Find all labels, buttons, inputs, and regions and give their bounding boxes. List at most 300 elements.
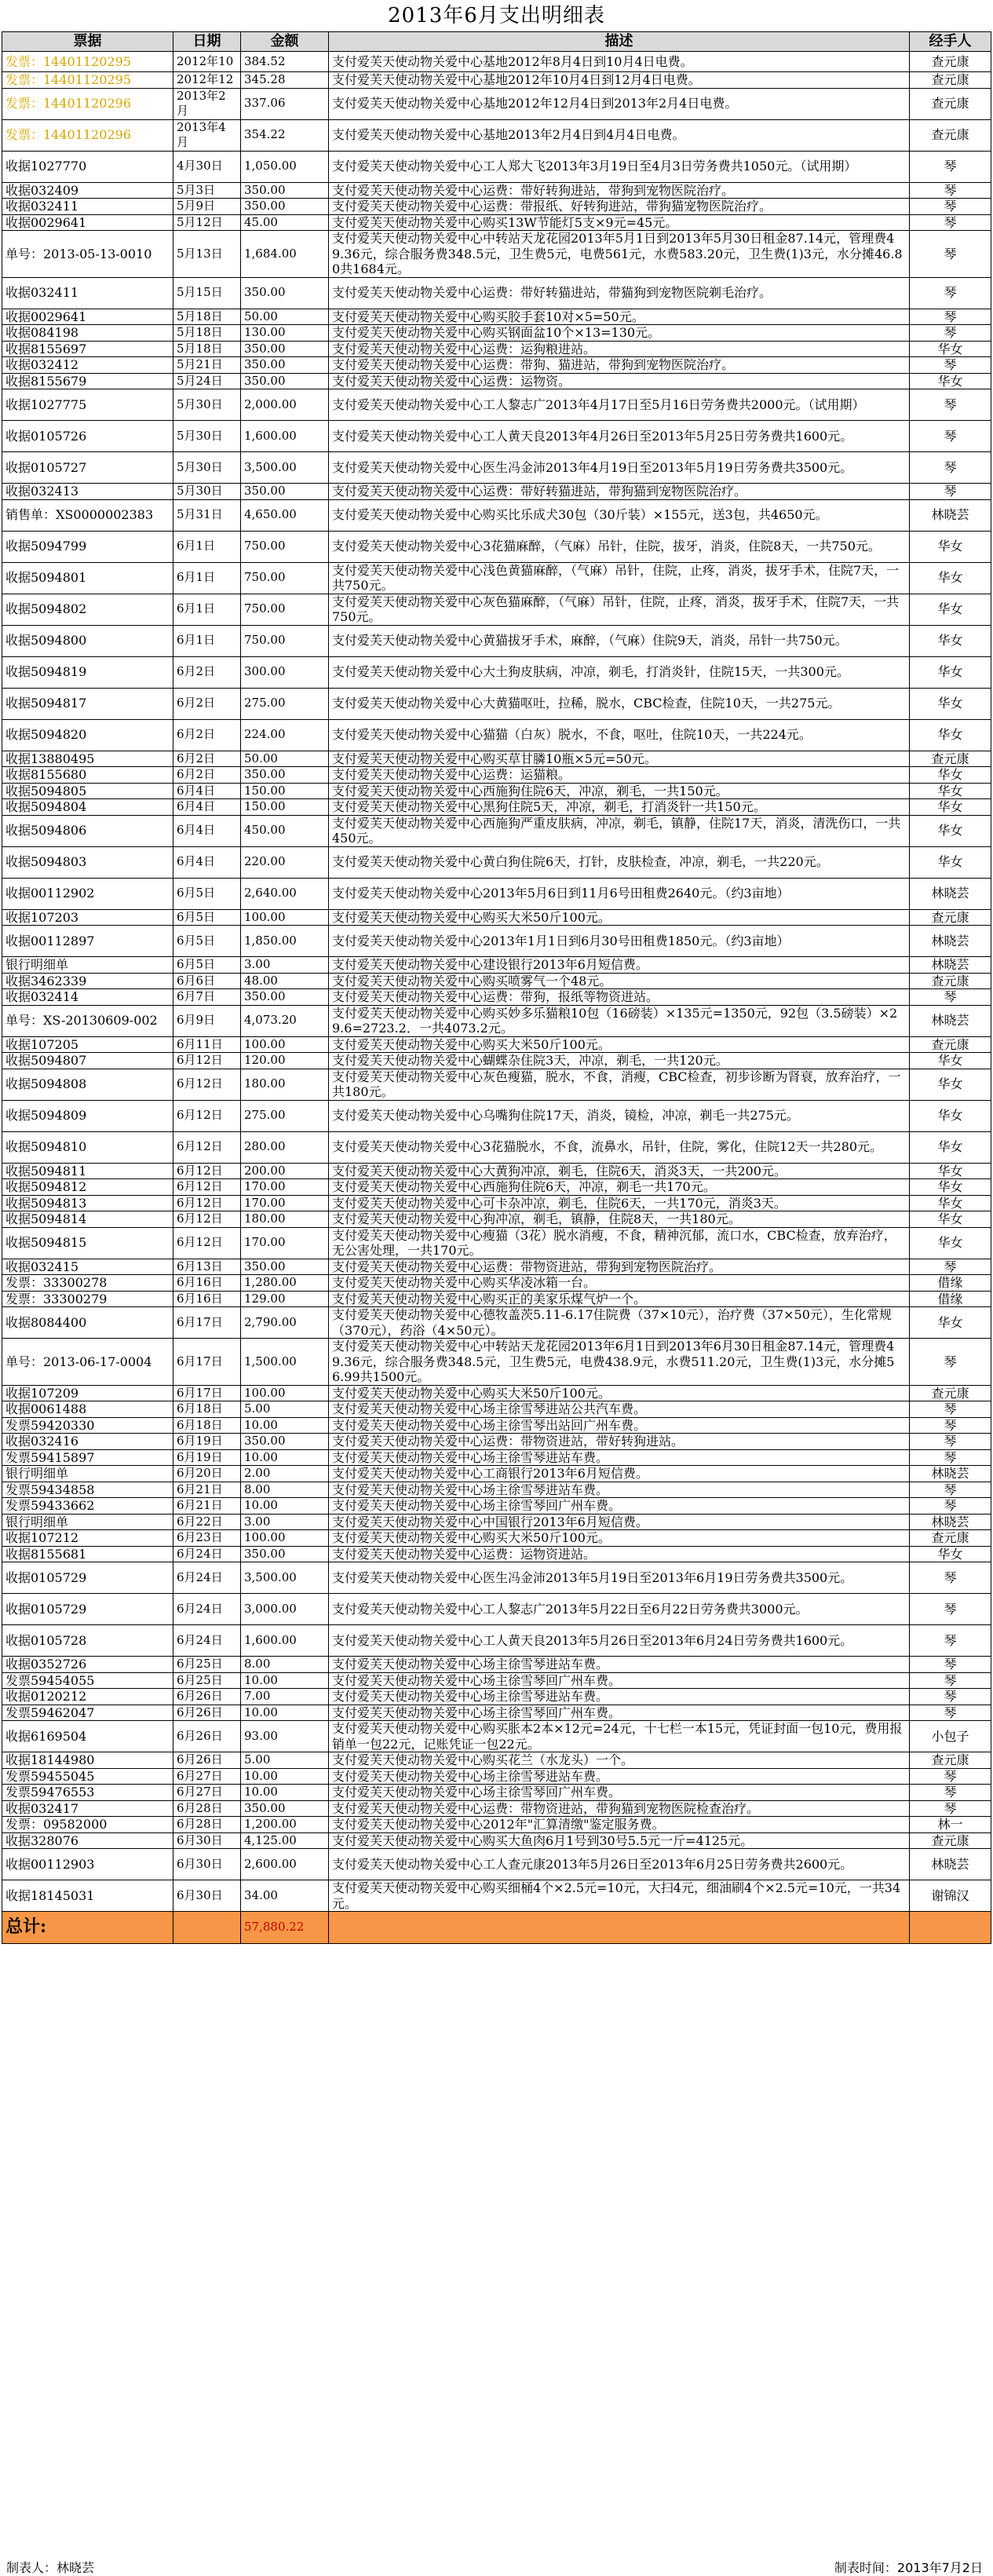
date-cell: 2013年2月	[173, 88, 241, 119]
description-cell: 支付爱芙天使动物关爱中心黄白狗住院6天，打针，皮肤检查，冲凉，剃毛，一共220元。	[329, 846, 910, 878]
amount-cell: 2,000.00	[241, 389, 329, 421]
header-row	[2, 32, 991, 52]
table-row	[2, 1785, 991, 1801]
amount-cell: 450.00	[241, 815, 329, 846]
table-row	[2, 625, 991, 656]
table-row	[2, 341, 991, 357]
amount-cell: 2,640.00	[241, 878, 329, 909]
table-row	[2, 452, 991, 484]
amount-cell: 1,850.00	[241, 926, 329, 957]
amount-cell: 1,684.00	[241, 231, 329, 278]
description-cell: 支付爱芙天使动物关爱中心运费：带狗、猫进站，带狗到宠物医院治疗。	[329, 357, 910, 374]
receipt-cell: 收据00112902	[2, 878, 173, 909]
receipt-cell: 收据0352726	[2, 1657, 173, 1673]
description-cell: 支付爱芙天使动物关爱中心场主徐雪琴回广州车费。	[329, 1785, 910, 1801]
description-cell: 支付爱芙天使动物关爱中心运费：带物资进站，带狗到宠物医院治疗。	[329, 1259, 910, 1275]
description-cell: 支付爱芙天使动物关爱中心2013年1月1日到6月30号田租费1850元。（约3亩地）	[329, 926, 910, 957]
table-row	[2, 182, 991, 199]
prepared-date: 制表时间：2013年7月2日	[834, 2560, 983, 2575]
receipt-cell: 收据0105726	[2, 421, 173, 452]
table-row	[2, 277, 991, 309]
amount-cell: 350.00	[241, 1546, 329, 1562]
description-cell: 支付爱芙天使动物关爱中心工人黎志广2013年5月22日至6月22日劳务费共3000元。	[329, 1594, 910, 1625]
description-cell: 支付爱芙天使动物关爱中心德牧盖茨5.11-6.17住院费（37×10元），治疗费（37×50元），生化常规（370元），药浴（4×50元）。	[329, 1307, 910, 1339]
description-cell: 支付爱芙天使动物关爱中心大土狗皮肤病，冲凉，剃毛，打消炎针，住院15天，一共300元。	[329, 656, 910, 688]
date-cell: 6月16日	[173, 1275, 241, 1292]
date-cell: 6月17日	[173, 1339, 241, 1386]
table-row	[2, 1466, 991, 1482]
handler-cell: 华女	[910, 1053, 991, 1069]
receipt-cell: 收据1027770	[2, 151, 173, 182]
receipt-cell: 收据5094806	[2, 815, 173, 846]
description-cell: 支付爱芙天使动物关爱中心工人郑大飞2013年3月19日至4月3日劳务费共1050元。（试用期）	[329, 151, 910, 182]
receipt-cell: 收据8155679	[2, 373, 173, 389]
receipt-cell: 销售单：XS0000002383	[2, 499, 173, 531]
date-cell: 6月26日	[173, 1705, 241, 1721]
receipt-cell: 收据0120212	[2, 1689, 173, 1705]
amount-cell: 10.00	[241, 1768, 329, 1785]
description-cell: 支付爱芙天使动物关爱中心运费：运猫粮。	[329, 767, 910, 784]
description-cell: 支付爱芙天使动物关爱中心运费：运物资进站。	[329, 1546, 910, 1562]
header-handler: 经手人	[910, 32, 991, 52]
receipt-cell: 收据032411	[2, 277, 173, 309]
date-cell: 6月2日	[173, 688, 241, 719]
table-row	[2, 1005, 991, 1036]
description-cell: 支付爱芙天使动物关爱中心工商银行2013年6月短信费。	[329, 1466, 910, 1482]
receipt-cell: 收据032411	[2, 199, 173, 215]
description-cell: 支付爱芙天使动物关爱中心购买钢面盆10个×13=130元。	[329, 325, 910, 342]
description-cell: 支付爱芙天使动物关爱中心中国银行2013年6月短信费。	[329, 1514, 910, 1530]
receipt-cell: 收据0105728	[2, 1625, 173, 1657]
receipt-cell: 收据032417	[2, 1800, 173, 1817]
handler-cell: 琴	[910, 1785, 991, 1801]
handler-cell: 华女	[910, 1546, 991, 1562]
table-row	[2, 1672, 991, 1689]
date-cell: 6月26日	[173, 1752, 241, 1769]
handler-cell: 查元康	[910, 119, 991, 151]
table-row	[2, 1657, 991, 1673]
handler-cell: 琴	[910, 325, 991, 342]
table-row	[2, 373, 991, 389]
handler-cell: 华女	[910, 562, 991, 594]
receipt-cell: 银行明细单	[2, 957, 173, 974]
total-blank-handler	[910, 1912, 991, 1944]
amount-cell: 150.00	[241, 783, 329, 799]
description-cell: 支付爱芙天使动物关爱中心运费：带好转猫进站，带猫狗到宠物医院剃毛治疗。	[329, 277, 910, 309]
receipt-cell: 收据5094800	[2, 625, 173, 656]
amount-cell: 1,500.00	[241, 1339, 329, 1386]
amount-cell: 10.00	[241, 1785, 329, 1801]
table-row	[2, 1498, 991, 1515]
receipt-cell: 发票59455045	[2, 1768, 173, 1785]
description-cell: 支付爱芙天使动物关爱中心2012年"汇算清缴"鉴定服务费。	[329, 1817, 910, 1833]
handler-cell: 琴	[910, 151, 991, 182]
table-row	[2, 1752, 991, 1769]
amount-cell: 48.00	[241, 973, 329, 989]
amount-cell: 350.00	[241, 182, 329, 199]
table-row	[2, 1401, 991, 1418]
description-cell: 支付爱芙天使动物关爱中心运费：带报纸、好转狗进站，带狗猫宠物医院治疗。	[329, 199, 910, 215]
handler-cell: 华女	[910, 1195, 991, 1211]
description-cell: 支付爱芙天使动物关爱中心场主徐雪琴进站车费。	[329, 1482, 910, 1498]
table-row	[2, 1163, 991, 1179]
date-cell: 5月3日	[173, 182, 241, 199]
table-row	[2, 1800, 991, 1817]
date-cell: 6月18日	[173, 1417, 241, 1434]
total-label: 总计:	[2, 1912, 173, 1944]
table-row	[2, 751, 991, 767]
date-cell: 4月30日	[173, 151, 241, 182]
amount-cell: 220.00	[241, 846, 329, 878]
handler-cell: 华女	[910, 846, 991, 878]
date-cell: 5月15日	[173, 277, 241, 309]
date-cell: 6月2日	[173, 767, 241, 784]
handler-cell: 华女	[910, 656, 991, 688]
date-cell: 5月18日	[173, 309, 241, 325]
page-title: 2013年6月支出明细表	[388, 4, 605, 27]
handler-cell: 华女	[910, 1163, 991, 1179]
date-cell: 6月26日	[173, 1721, 241, 1752]
description-cell: 支付爱芙天使动物关爱中心运费：带物资进站，带好转狗进站。	[329, 1434, 910, 1450]
amount-cell: 1,600.00	[241, 421, 329, 452]
receipt-cell: 发票：14401120296	[2, 88, 173, 119]
table-row	[2, 1482, 991, 1498]
table-row	[2, 119, 991, 151]
handler-cell: 琴	[910, 1657, 991, 1673]
receipt-cell: 收据18144980	[2, 1752, 173, 1769]
handler-cell: 查元康	[910, 72, 991, 89]
date-cell: 6月12日	[173, 1211, 241, 1228]
amount-cell: 10.00	[241, 1672, 329, 1689]
receipt-cell: 收据5094820	[2, 719, 173, 751]
receipt-cell: 收据032412	[2, 357, 173, 374]
amount-cell: 170.00	[241, 1227, 329, 1259]
date-cell: 5月30日	[173, 484, 241, 500]
amount-cell: 1,200.00	[241, 1817, 329, 1833]
amount-cell: 3.00	[241, 957, 329, 974]
description-cell: 支付爱芙天使动物关爱中心购买华凌冰箱一台。	[329, 1275, 910, 1292]
description-cell: 支付爱芙天使动物关爱中心购买草甘膦10瓶×5元=50元。	[329, 751, 910, 767]
amount-cell: 750.00	[241, 562, 329, 594]
description-cell: 支付爱芙天使动物关爱中心大黄猫呕吐，拉稀，脱水，CBC检查，住院10天，一共275元。	[329, 688, 910, 719]
header-description: 描述	[329, 32, 910, 52]
handler-cell: 查元康	[910, 1530, 991, 1547]
table-row	[2, 231, 991, 278]
amount-cell: 750.00	[241, 531, 329, 562]
amount-cell: 350.00	[241, 199, 329, 215]
receipt-cell: 收据032415	[2, 1259, 173, 1275]
table-row	[2, 719, 991, 751]
amount-cell: 100.00	[241, 1530, 329, 1547]
amount-cell: 10.00	[241, 1705, 329, 1721]
date-cell: 6月17日	[173, 1307, 241, 1339]
description-cell: 支付爱芙天使动物关爱中心场主徐雪琴回广州车费。	[329, 1672, 910, 1689]
description-cell: 支付爱芙天使动物关爱中心中转站天龙花园2013年5月1日到2013年5月30日租金87.14元，管理费49.36元，综合服务费348.5元，卫生费5元，电费561元，水费583.20元，卫生费(1)3元，水分摊46.80共1684元。	[329, 231, 910, 278]
amount-cell: 10.00	[241, 1498, 329, 1515]
date-cell: 6月2日	[173, 656, 241, 688]
handler-cell: 林晓芸	[910, 1514, 991, 1530]
date-cell: 6月7日	[173, 989, 241, 1006]
amount-cell: 5.00	[241, 1401, 329, 1418]
date-cell: 6月12日	[173, 1163, 241, 1179]
date-cell: 6月1日	[173, 562, 241, 594]
date-cell: 6月24日	[173, 1546, 241, 1562]
table-row	[2, 1307, 991, 1339]
date-cell: 6月24日	[173, 1562, 241, 1594]
receipt-cell: 收据5094819	[2, 656, 173, 688]
header-date: 日期	[173, 32, 241, 52]
table-row	[2, 1100, 991, 1131]
description-cell: 支付爱芙天使动物关爱中心购买正的美家乐煤气炉一个。	[329, 1291, 910, 1307]
amount-cell: 180.00	[241, 1069, 329, 1100]
amount-cell: 350.00	[241, 1434, 329, 1450]
table-row	[2, 989, 991, 1006]
amount-cell: 350.00	[241, 357, 329, 374]
receipt-cell: 收据8155680	[2, 767, 173, 784]
receipt-cell: 收据5094811	[2, 1163, 173, 1179]
description-cell: 支付爱芙天使动物关爱中心蝴蝶杂住院3天，冲凉，剃毛，一共120元。	[329, 1053, 910, 1069]
handler-cell: 琴	[910, 1672, 991, 1689]
date-cell: 5月30日	[173, 421, 241, 452]
date-cell: 5月21日	[173, 357, 241, 374]
receipt-cell: 收据00112897	[2, 926, 173, 957]
receipt-cell: 收据8155697	[2, 341, 173, 357]
description-cell: 支付爱芙天使动物关爱中心购买大鱼肉6月1号到30号5.5元一斤=4125元。	[329, 1832, 910, 1849]
handler-cell: 琴	[910, 214, 991, 231]
receipt-cell: 银行明细单	[2, 1466, 173, 1482]
handler-cell: 查元康	[910, 751, 991, 767]
handler-cell: 琴	[910, 421, 991, 452]
description-cell: 支付爱芙天使动物关爱中心购买比乐成犬30包（30斤装）×155元，送3包，共4650元。	[329, 499, 910, 531]
description-cell: 支付爱芙天使动物关爱中心购买13W节能灯5支×9元=45元。	[329, 214, 910, 231]
table-row	[2, 799, 991, 816]
description-cell: 支付爱芙天使动物关爱中心购买大米50斤100元。	[329, 1385, 910, 1401]
date-cell: 6月30日	[173, 1832, 241, 1849]
table-row	[2, 1036, 991, 1053]
amount-cell: 350.00	[241, 373, 329, 389]
table-row	[2, 783, 991, 799]
table-row	[2, 815, 991, 846]
table-row	[2, 1817, 991, 1833]
receipt-cell: 发票：09582000	[2, 1817, 173, 1833]
receipt-cell: 收据3462339	[2, 973, 173, 989]
date-cell: 6月21日	[173, 1482, 241, 1498]
handler-cell: 林晓芸	[910, 1466, 991, 1482]
description-cell: 支付爱芙天使动物关爱中心基地2012年10月4日到12月4日电费。	[329, 72, 910, 89]
date-cell: 5月13日	[173, 231, 241, 278]
date-cell: 5月18日	[173, 341, 241, 357]
date-cell: 6月28日	[173, 1817, 241, 1833]
amount-cell: 275.00	[241, 1100, 329, 1131]
receipt-cell: 发票：33300279	[2, 1291, 173, 1307]
date-cell: 5月24日	[173, 373, 241, 389]
amount-cell: 350.00	[241, 1259, 329, 1275]
receipt-cell: 收据5094809	[2, 1100, 173, 1131]
table-row	[2, 1195, 991, 1211]
amount-cell: 350.00	[241, 1800, 329, 1817]
handler-cell: 林晓芸	[910, 1005, 991, 1036]
description-cell: 支付爱芙天使动物关爱中心工人黎志广2013年4月17日至5月16日劳务费共2000元。（试用期）	[329, 389, 910, 421]
receipt-cell: 收据5094810	[2, 1131, 173, 1163]
amount-cell: 4,650.00	[241, 499, 329, 531]
receipt-cell: 收据8084400	[2, 1307, 173, 1339]
amount-cell: 129.00	[241, 1291, 329, 1307]
table-row	[2, 1689, 991, 1705]
receipt-cell: 收据107209	[2, 1385, 173, 1401]
description-cell: 支付爱芙天使动物关爱中心基地2012年12月4日到2013年2月4日电费。	[329, 88, 910, 119]
description-cell: 支付爱芙天使动物关爱中心购买妙多乐猫粮10包（16磅装）×135元=1350元，92包（3.5磅装）×29.6=2723.2．一共4073.2元。	[329, 1005, 910, 1036]
date-cell: 6月27日	[173, 1768, 241, 1785]
handler-cell: 查元康	[910, 1832, 991, 1849]
table-row	[2, 484, 991, 500]
receipt-cell: 收据0029641	[2, 309, 173, 325]
date-cell: 2012年10	[173, 52, 241, 72]
table-row	[2, 421, 991, 452]
description-cell: 支付爱芙天使动物关爱中心西施狗严重皮肤病，冲凉，剃毛，镇静，住院17天，消炎，清洗伤口，一共450元。	[329, 815, 910, 846]
description-cell: 支付爱芙天使动物关爱中心购买喷雾气一个48元。	[329, 973, 910, 989]
handler-cell: 小包子	[910, 1721, 991, 1752]
amount-cell: 10.00	[241, 1449, 329, 1466]
receipt-cell: 收据5094804	[2, 799, 173, 816]
description-cell: 支付爱芙天使动物关爱中心场主徐雪琴进站车费。	[329, 1689, 910, 1705]
handler-cell: 华女	[910, 719, 991, 751]
date-cell: 5月30日	[173, 452, 241, 484]
date-cell: 6月23日	[173, 1530, 241, 1547]
amount-cell: 8.00	[241, 1657, 329, 1673]
receipt-cell: 收据00112903	[2, 1849, 173, 1880]
handler-cell: 琴	[910, 1625, 991, 1657]
table-row	[2, 688, 991, 719]
table-row	[2, 1417, 991, 1434]
date-cell: 6月5日	[173, 957, 241, 974]
table-row	[2, 214, 991, 231]
date-cell: 6月21日	[173, 1498, 241, 1515]
receipt-cell: 收据5094805	[2, 783, 173, 799]
receipt-cell: 收据0029641	[2, 214, 173, 231]
table-row	[2, 1385, 991, 1401]
handler-cell: 琴	[910, 1800, 991, 1817]
table-row	[2, 88, 991, 119]
amount-cell: 2,790.00	[241, 1307, 329, 1339]
receipt-cell: 收据0061488	[2, 1401, 173, 1418]
header-amount: 金额	[241, 32, 329, 52]
handler-cell: 林晓芸	[910, 926, 991, 957]
amount-cell: 350.00	[241, 341, 329, 357]
date-cell: 6月24日	[173, 1625, 241, 1657]
handler-cell: 华女	[910, 341, 991, 357]
receipt-cell: 收据107205	[2, 1036, 173, 1053]
amount-cell: 200.00	[241, 1163, 329, 1179]
handler-cell: 林晓芸	[910, 957, 991, 974]
description-cell: 支付爱芙天使动物关爱中心浅色黄猫麻醉，（气麻）吊针，住院，止疼，消炎，拔牙手术，住院7天，一共750元。	[329, 562, 910, 594]
amount-cell: 1,280.00	[241, 1275, 329, 1292]
amount-cell: 345.28	[241, 72, 329, 89]
handler-cell: 华女	[910, 1131, 991, 1163]
table-row	[2, 357, 991, 374]
handler-cell: 华女	[910, 373, 991, 389]
description-cell: 支付爱芙天使动物关爱中心购买大米50斤100元。	[329, 1036, 910, 1053]
amount-cell: 350.00	[241, 484, 329, 500]
amount-cell: 4,073.20	[241, 1005, 329, 1036]
handler-cell: 林晓芸	[910, 878, 991, 909]
receipt-cell: 发票59415897	[2, 1449, 173, 1466]
receipt-cell: 收据5094812	[2, 1179, 173, 1196]
receipt-cell: 收据0105727	[2, 452, 173, 484]
date-cell: 6月2日	[173, 751, 241, 767]
handler-cell: 查元康	[910, 1752, 991, 1769]
handler-cell: 琴	[910, 1339, 991, 1386]
date-cell: 6月30日	[173, 1880, 241, 1912]
date-cell: 6月12日	[173, 1131, 241, 1163]
date-cell: 6月25日	[173, 1657, 241, 1673]
date-cell: 6月19日	[173, 1434, 241, 1450]
handler-cell: 借缘	[910, 1291, 991, 1307]
date-cell: 5月31日	[173, 499, 241, 531]
date-cell: 6月20日	[173, 1466, 241, 1482]
receipt-cell: 收据5094808	[2, 1069, 173, 1100]
table-row	[2, 1530, 991, 1547]
date-cell: 6月12日	[173, 1069, 241, 1100]
date-cell: 2012年12	[173, 72, 241, 89]
description-cell: 支付爱芙天使动物关爱中心场主徐雪琴出站回广州车费。	[329, 1417, 910, 1434]
description-cell: 支付爱芙天使动物关爱中心购买胀本2本×12元=24元，十七栏一本15元，凭证封面一包10元，费用报销单一包22元，记账凭证一包22元。	[329, 1721, 910, 1752]
table-row	[2, 909, 991, 926]
description-cell: 支付爱芙天使动物关爱中心工人黄天良2013年5月26日至2013年6月24日劳务费共1600元。	[329, 1625, 910, 1657]
table-row	[2, 1594, 991, 1625]
amount-cell: 750.00	[241, 594, 329, 625]
handler-cell: 琴	[910, 1417, 991, 1434]
amount-cell: 384.52	[241, 52, 329, 72]
date-cell: 6月4日	[173, 799, 241, 816]
date-cell: 6月12日	[173, 1053, 241, 1069]
table-row	[2, 309, 991, 325]
receipt-cell: 收据032409	[2, 182, 173, 199]
handler-cell: 华女	[910, 783, 991, 799]
table-row	[2, 1069, 991, 1100]
description-cell: 支付爱芙天使动物关爱中心基地2012年8月4日到10月4日电费。	[329, 52, 910, 72]
handler-cell: 琴	[910, 1434, 991, 1450]
handler-cell: 琴	[910, 277, 991, 309]
description-cell: 支付爱芙天使动物关爱中心黑狗住院5天，冲凉，剃毛，打消炎针一共150元。	[329, 799, 910, 816]
total-row	[2, 1912, 991, 1944]
amount-cell: 750.00	[241, 625, 329, 656]
table-row	[2, 973, 991, 989]
handler-cell: 查元康	[910, 973, 991, 989]
amount-cell: 3,000.00	[241, 1594, 329, 1625]
amount-cell: 7.00	[241, 1689, 329, 1705]
handler-cell: 华女	[910, 767, 991, 784]
receipt-cell: 收据0105729	[2, 1562, 173, 1594]
amount-cell: 224.00	[241, 719, 329, 751]
amount-cell: 120.00	[241, 1053, 329, 1069]
amount-cell: 350.00	[241, 767, 329, 784]
description-cell: 支付爱芙天使动物关爱中心医生冯金沛2013年5月19日至2013年6月19日劳务费共3500元。	[329, 1562, 910, 1594]
table-row	[2, 1259, 991, 1275]
handler-cell: 琴	[910, 1482, 991, 1498]
date-cell: 6月22日	[173, 1514, 241, 1530]
description-cell: 支付爱芙天使动物关爱中心运费：运狗粮进站。	[329, 341, 910, 357]
description-cell: 支付爱芙天使动物关爱中心购买大米50斤100元。	[329, 909, 910, 926]
handler-cell: 华女	[910, 625, 991, 656]
handler-cell: 琴	[910, 231, 991, 278]
amount-cell: 354.22	[241, 119, 329, 151]
receipt-cell: 收据5094803	[2, 846, 173, 878]
description-cell: 支付爱芙天使动物关爱中心购买胶手套10对×5=50元。	[329, 309, 910, 325]
handler-cell: 华女	[910, 1307, 991, 1339]
receipt-cell: 收据5094801	[2, 562, 173, 594]
amount-cell: 130.00	[241, 325, 329, 342]
description-cell: 支付爱芙天使动物关爱中心可卡杂冲凉，剃毛，住院6天，一共170元，消炎3天。	[329, 1195, 910, 1211]
